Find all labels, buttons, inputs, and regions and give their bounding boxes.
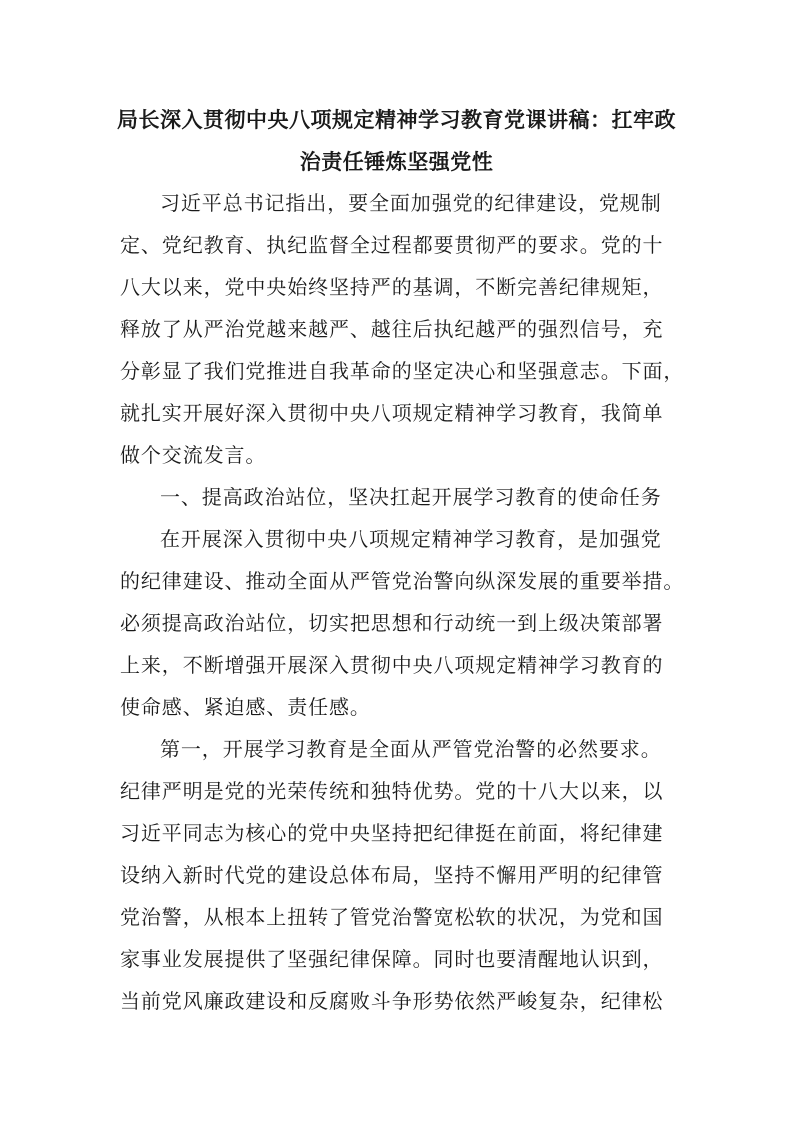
body-line: 在开展深入贯彻中央八项规定精神学习教育，是加强党 [160, 527, 662, 551]
body-line: 使命感、紧迫感、责任感。 [120, 695, 371, 719]
body-line: 必须提高政治站位，切实把思想和行动统一到上级决策部署 [120, 611, 664, 635]
body-line: 定、党纪教育、执纪监督全过程都要贯彻严的要求。党的十 [120, 233, 664, 257]
body-line: 党治警，从根本上扭转了管党治警宽松软的状况，为党和国 [120, 905, 664, 929]
document-title-line-2: 治责任锤炼坚强党性 [299, 149, 494, 174]
body-line: 分彰显了我们党推进自我革命的坚定决心和坚强意志。下面， [120, 359, 685, 383]
section-heading: 一、提高政治站位，坚决扛起开展学习教育的使命任务 [160, 485, 662, 509]
document-title-line-1: 局长深入贯彻中央八项规定精神学习教育党课讲稿：扛牢政 [117, 107, 676, 132]
body-line: 习近平总书记指出，要全面加强党的纪律建设，党规制 [160, 191, 662, 215]
body-line: 八大以来，党中央始终坚持严的基调，不断完善纪律规矩， [120, 275, 664, 299]
body-line: 习近平同志为核心的党中央坚持把纪律挺在前面，将纪律建 [120, 821, 664, 845]
body-line: 当前党风廉政建设和反腐败斗争形势依然严峻复杂，纪律松 [120, 989, 664, 1013]
body-line: 上来，不断增强开展深入贯彻中央八项规定精神学习教育的 [120, 653, 664, 677]
body-line: 设纳入新时代党的建设总体布局，坚持不懈用严明的纪律管 [120, 863, 664, 887]
body-line: 就扎实开展好深入贯彻中央八项规定精神学习教育，我简单 [120, 401, 664, 425]
body-line: 纪律严明是党的光荣传统和独特优势。党的十八大以来，以 [120, 779, 664, 803]
body-line: 的纪律建设、推动全面从严管党治警向纵深发展的重要举措。 [120, 569, 685, 593]
body-line: 家事业发展提供了坚强纪律保障。同时也要清醒地认识到， [120, 947, 664, 971]
body-line: 释放了从严治党越来越严、越往后执纪越严的强烈信号，充 [120, 317, 664, 341]
body-line: 做个交流发言。 [120, 443, 267, 467]
body-line: 第一，开展学习教育是全面从严管党治警的必然要求。 [160, 737, 662, 761]
